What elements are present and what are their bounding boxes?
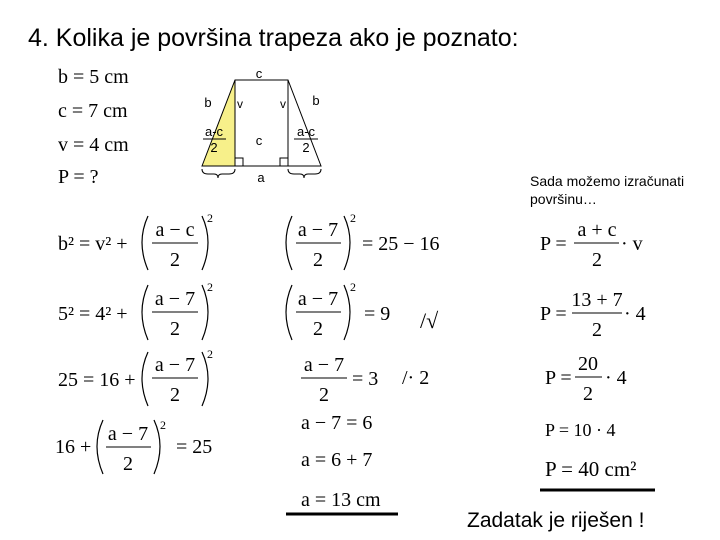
col1-eq4-exp: 2 — [160, 418, 166, 432]
col3-eq1-den: 2 — [592, 249, 602, 271]
col1-eq4-num: a − 7 — [107, 423, 149, 445]
col2-eq1-exp: 2 — [350, 211, 356, 225]
col1-eq2-exp: 2 — [207, 280, 213, 294]
col1-eq3-lhs: 25 = 16 + — [58, 369, 136, 391]
paren-left — [142, 216, 148, 270]
col2-eq1-num: a − 7 — [297, 219, 339, 241]
col2-eq6: a = 13 cm — [301, 489, 381, 511]
label-right-b: b — [312, 93, 320, 108]
col1-eq1-exp: 2 — [207, 211, 213, 225]
col2-eq1-rhs: = 25 − 16 — [362, 233, 440, 255]
col2-eq3-rhs: = 3 — [352, 368, 379, 390]
col3-eq2-den: 2 — [592, 319, 602, 341]
col1-eq3 — [58, 347, 213, 406]
col3-eq4: P = 10 · 4 — [545, 420, 616, 440]
right-angle-left — [235, 158, 243, 166]
label-left-b: b — [204, 95, 212, 110]
paren-left — [142, 285, 148, 340]
col2-eq2-op: /√ — [420, 308, 439, 333]
brace-right — [288, 169, 321, 178]
col1-eq3-exp: 2 — [207, 347, 213, 361]
col2-eq1 — [286, 211, 440, 271]
col1-eq2 — [58, 280, 213, 340]
given-v: v = 4 cm — [58, 134, 129, 156]
col3-eq3-lhs: P = — [545, 367, 572, 389]
conclusion-text: Zadatak je riješen ! — [467, 509, 645, 532]
col3-eq3-rhs: · 4 — [605, 367, 627, 389]
task-title: 4. Kolika je površina trapeza ako je poznato: — [28, 24, 519, 52]
col3-eq1 — [540, 219, 643, 271]
col2-eq3 — [301, 354, 429, 406]
col3-eq2-num: 13 + 7 — [571, 289, 623, 311]
label-right-v: v — [280, 97, 286, 111]
col2-eq2-den: 2 — [313, 318, 323, 340]
col2-eq3-num: a − 7 — [303, 354, 345, 376]
col3-eq1-rhs: · v — [621, 233, 643, 255]
label-left-v: v — [237, 97, 243, 111]
col2-eq1-den: 2 — [313, 249, 323, 271]
col2-eq2-num: a − 7 — [297, 288, 339, 310]
col2-eq2-rhs: = 9 — [364, 303, 391, 325]
col1-eq2-num: a − 7 — [154, 288, 196, 310]
paren-left — [142, 352, 148, 406]
brace-left — [202, 169, 235, 178]
col2-eq5: a = 6 + 7 — [301, 449, 373, 471]
label-top-c: c — [255, 66, 263, 81]
col1-eq3-num: a − 7 — [154, 354, 196, 376]
left-frac-den: 2 — [210, 140, 218, 155]
col1-eq4 — [55, 418, 212, 475]
given-c: c = 7 cm — [58, 100, 128, 122]
given-b: b = 5 cm — [58, 66, 129, 88]
paren-left — [286, 216, 292, 270]
col1-eq2-lhs: 5² = 4² + — [58, 303, 128, 325]
col3-eq3-den: 2 — [583, 383, 593, 405]
col3-eq3 — [545, 353, 627, 405]
col3-eq5: P = 40 cm² — [545, 457, 637, 481]
col1-eq2-den: 2 — [170, 318, 180, 340]
col3-eq1-num: a + c — [577, 219, 617, 241]
col1-eq4-rhs: = 25 — [176, 436, 213, 458]
paren-left — [97, 420, 103, 474]
col2-eq3-op: /· 2 — [402, 367, 430, 389]
col2-eq3-den: 2 — [319, 384, 329, 406]
col3-eq3-num: 20 — [578, 353, 598, 375]
col3-eq2-lhs: P = — [540, 303, 567, 325]
col3-eq2 — [540, 289, 646, 341]
right-frac-den: 2 — [302, 140, 310, 155]
col1-eq1 — [58, 211, 213, 271]
col1-eq3-den: 2 — [170, 384, 180, 406]
col1-eq4-den: 2 — [123, 453, 133, 475]
label-bottom-a: a — [257, 170, 265, 185]
col1-eq1-den: 2 — [170, 249, 180, 271]
col3-eq2-rhs: · 4 — [624, 303, 646, 325]
col2-eq2-exp: 2 — [350, 280, 356, 294]
left-frac-num: a-c — [204, 124, 224, 139]
given-p: P = ? — [58, 166, 99, 188]
right-frac-num: a-c — [296, 124, 316, 139]
right-angle-right — [280, 158, 288, 166]
col1-eq4-lhs: 16 + — [55, 436, 92, 458]
label-mid-c: c — [255, 133, 263, 148]
col2-eq4: a − 7 = 6 — [301, 412, 373, 434]
trapezoid-figure — [202, 66, 321, 185]
col1-eq1-lhs: b² = v² + — [58, 233, 128, 255]
note-text: Sada možemo izračunati površinu… — [530, 173, 685, 207]
paren-left — [286, 285, 292, 340]
col2-eq2 — [286, 280, 439, 340]
col3-eq1-lhs: P = — [540, 233, 567, 255]
col1-eq1-num: a − c — [155, 219, 195, 241]
